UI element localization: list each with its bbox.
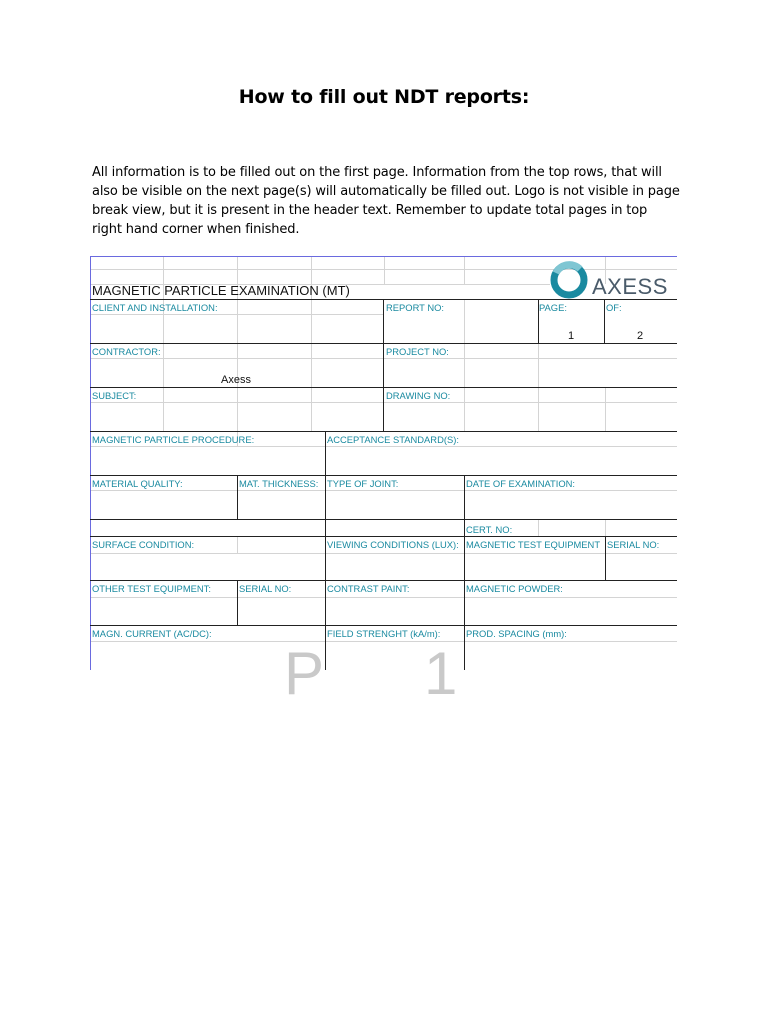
- value-contractor: Axess: [221, 374, 251, 386]
- label-field-strength: FIELD STRENGHT (kA/m):: [327, 628, 441, 639]
- label-report-no: REPORT NO:: [386, 302, 444, 313]
- form-grid: [90, 256, 677, 670]
- label-contractor: CONTRACTOR:: [92, 346, 161, 357]
- instructions-line: right hand corner when finished.: [92, 222, 300, 237]
- instructions-line: also be visible on the next page(s) will automatically be filled out. Logo is not visible in page: [92, 184, 680, 199]
- report-form-screenshot: [90, 256, 677, 707]
- instructions-line: All information is to be filled out on the first page. Information from the top rows, that will: [92, 165, 662, 180]
- instructions-paragraph: [92, 163, 680, 239]
- label-project-no: PROJECT NO:: [386, 346, 449, 357]
- label-prod-spacing: PROD. SPACING (mm):: [466, 628, 567, 639]
- label-page: PAGE:: [539, 302, 567, 313]
- axess-logo: [550, 261, 675, 301]
- label-subject: SUBJECT:: [92, 390, 137, 401]
- label-viewing-conditions: VIEWING CONDITIONS (LUX):: [327, 539, 459, 550]
- label-client-installation: CLIENT AND INSTALLATION:: [92, 302, 218, 313]
- label-surface-condition: SURFACE CONDITION:: [92, 539, 195, 550]
- logo-text: AXESS: [592, 274, 668, 299]
- form-title: MAGNETIC PARTICLE EXAMINATION (MT): [92, 283, 350, 298]
- label-other-test-equipment: OTHER TEST EQUIPMENT:: [92, 583, 211, 594]
- value-page: 1: [568, 330, 575, 342]
- label-acceptance-standards: ACCEPTANCE STANDARD(S):: [327, 434, 459, 445]
- label-serial-no: SERIAL NO:: [607, 539, 660, 550]
- label-mat-thickness: MAT. THICKNESS:: [239, 478, 319, 489]
- label-of: OF:: [606, 302, 622, 313]
- label-drawing-no: DRAWING NO:: [386, 390, 451, 401]
- document-title: How to fill out NDT reports:: [238, 86, 530, 108]
- label-mp-procedure: MAGNETIC PARTICLE PROCEDURE:: [92, 434, 255, 445]
- label-magn-current: MAGN. CURRENT (AC/DC):: [92, 628, 212, 639]
- label-type-of-joint: TYPE OF JOINT:: [327, 478, 399, 489]
- label-magnetic-test-equipment: MAGNETIC TEST EQUIPMENT: [466, 539, 601, 550]
- label-material-quality: MATERIAL QUALITY:: [92, 478, 183, 489]
- value-of: 2: [637, 330, 644, 342]
- page-watermark: P1: [284, 640, 558, 707]
- label-date-of-examination: DATE OF EXAMINATION:: [466, 478, 576, 489]
- logo-ring-icon: [550, 261, 590, 301]
- instructions-line: break view, but it is present in the header text. Remember to update total pages in top: [92, 203, 648, 218]
- label-contrast-paint: CONTRAST PAINT:: [327, 583, 410, 594]
- label-magnetic-powder: MAGNETIC POWDER:: [466, 583, 563, 594]
- label-cert-no: CERT. NO:: [466, 524, 513, 535]
- label-serial-no: SERIAL NO:: [239, 583, 292, 594]
